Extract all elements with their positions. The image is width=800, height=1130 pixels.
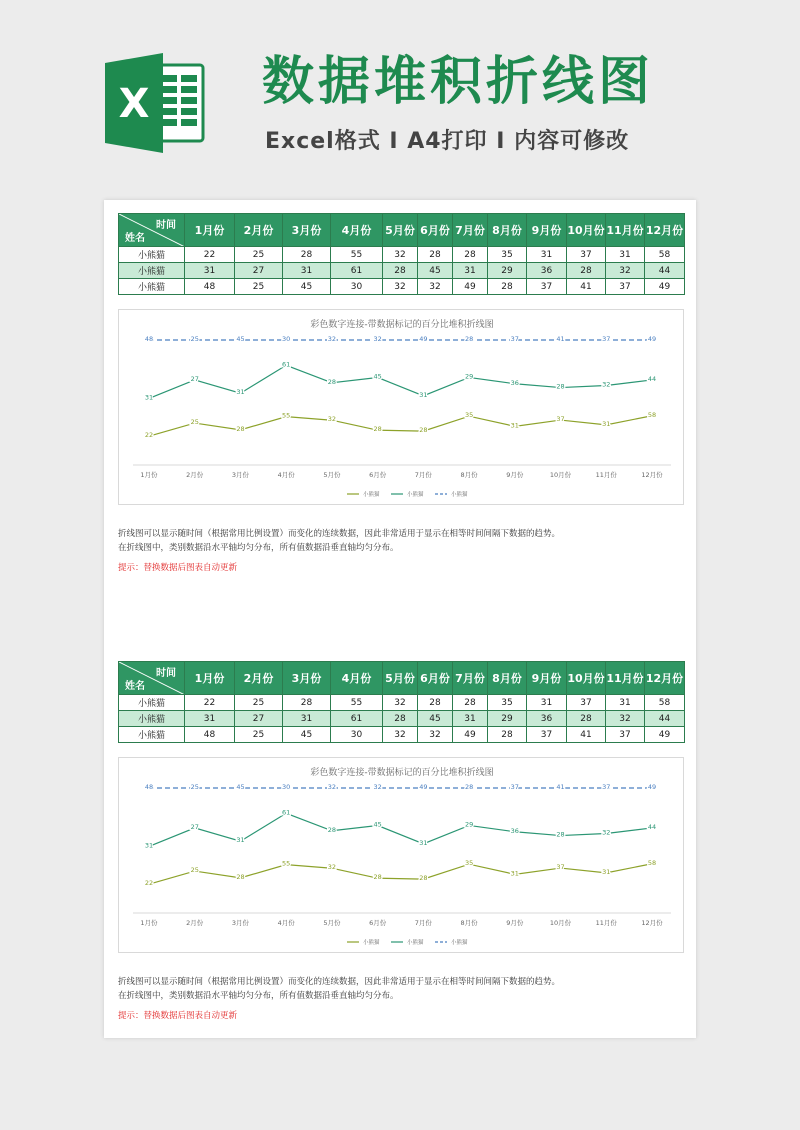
month-header: 6月份 bbox=[418, 662, 453, 695]
data-label: 30 bbox=[282, 335, 291, 343]
data-label: 31 bbox=[236, 836, 245, 845]
month-header: 2月份 bbox=[235, 662, 283, 695]
value-cell: 49 bbox=[645, 279, 685, 295]
data-label: 58 bbox=[647, 858, 657, 867]
value-cell: 37 bbox=[527, 279, 567, 295]
table-row bbox=[119, 263, 685, 279]
value-cell: 31 bbox=[185, 711, 235, 727]
data-label: 36 bbox=[510, 378, 519, 387]
value-cell: 37 bbox=[567, 247, 606, 263]
value-cell: 28 bbox=[383, 263, 418, 279]
data-label: 37 bbox=[510, 335, 519, 343]
table-row bbox=[119, 695, 685, 711]
data-label: 41 bbox=[556, 783, 565, 791]
value-cell: 44 bbox=[645, 711, 685, 727]
value-cell: 32 bbox=[383, 727, 418, 743]
month-header: 9月份 bbox=[527, 662, 567, 695]
value-cell: 27 bbox=[235, 711, 283, 727]
value-cell: 37 bbox=[606, 727, 645, 743]
data-label: 55 bbox=[282, 411, 291, 420]
chart-legend bbox=[347, 490, 468, 498]
data-label: 61 bbox=[282, 808, 291, 817]
tip-text: 提示：替换数据后图表自动更新 bbox=[118, 1011, 238, 1021]
value-cell: 36 bbox=[527, 711, 567, 727]
corner-time-label: 时间 bbox=[156, 668, 176, 679]
value-cell: 41 bbox=[567, 727, 606, 743]
value-cell: 22 bbox=[185, 247, 235, 263]
value-cell: 29 bbox=[488, 263, 527, 279]
value-cell: 32 bbox=[383, 695, 418, 711]
value-cell: 45 bbox=[418, 711, 453, 727]
legend-label: 小熊猫 bbox=[363, 940, 380, 946]
x-tick-label: 3月份 bbox=[231, 471, 250, 479]
data-label: 32 bbox=[327, 335, 337, 343]
value-cell: 41 bbox=[567, 279, 606, 295]
value-cell: 30 bbox=[331, 279, 383, 295]
data-label: 29 bbox=[464, 372, 474, 381]
value-cell: 58 bbox=[645, 247, 685, 263]
x-tick-label: 1月份 bbox=[140, 471, 158, 479]
value-cell: 37 bbox=[567, 695, 606, 711]
value-cell: 45 bbox=[418, 263, 453, 279]
data-label: 28 bbox=[419, 426, 428, 435]
data-label: 44 bbox=[647, 374, 657, 383]
data-label: 28 bbox=[464, 335, 474, 343]
data-label: 35 bbox=[464, 411, 474, 420]
month-header: 1月份 bbox=[185, 662, 235, 695]
series-line bbox=[149, 416, 652, 436]
row-name-cell: 小熊猫 bbox=[119, 247, 185, 263]
value-cell: 28 bbox=[567, 711, 606, 727]
data-label: 31 bbox=[602, 419, 611, 428]
data-label: 32 bbox=[602, 828, 611, 837]
value-cell: 31 bbox=[527, 695, 567, 711]
legend-label: 小熊猫 bbox=[451, 492, 468, 498]
value-cell: 49 bbox=[645, 727, 685, 743]
value-cell: 27 bbox=[235, 263, 283, 279]
month-header: 4月份 bbox=[331, 662, 383, 695]
month-header: 1月份 bbox=[185, 214, 235, 247]
data-label: 37 bbox=[556, 415, 565, 424]
series-line bbox=[149, 813, 652, 846]
data-label: 49 bbox=[419, 783, 428, 791]
value-cell: 48 bbox=[185, 279, 235, 295]
value-cell: 25 bbox=[235, 279, 283, 295]
value-cell: 31 bbox=[527, 247, 567, 263]
month-header: 11月份 bbox=[606, 214, 645, 247]
month-header: 10月份 bbox=[567, 214, 606, 247]
data-label: 31 bbox=[602, 867, 611, 876]
corner-header bbox=[119, 214, 185, 247]
data-label: 35 bbox=[464, 859, 474, 868]
data-label: 28 bbox=[373, 873, 382, 882]
month-header: 5月份 bbox=[383, 214, 418, 247]
logo-letter: X bbox=[118, 81, 150, 127]
series-line bbox=[149, 864, 652, 884]
legend-label: 小熊猫 bbox=[407, 492, 424, 498]
data-label: 61 bbox=[282, 360, 291, 369]
corner-name-label: 姓名 bbox=[125, 233, 145, 244]
data-label: 45 bbox=[236, 783, 245, 791]
data-label: 44 bbox=[647, 822, 657, 831]
data-label: 25 bbox=[190, 866, 199, 875]
data-label: 49 bbox=[647, 335, 657, 343]
data-label: 22 bbox=[144, 431, 154, 440]
data-label: 45 bbox=[236, 335, 245, 343]
description-line-1: 折线图可以显示随时间（根据常用比例设置）而变化的连续数据，因此非常适用于显示在相等时间间隔下数据的趋势。 bbox=[118, 529, 561, 539]
data-label: 37 bbox=[602, 783, 611, 791]
month-header: 8月份 bbox=[488, 662, 527, 695]
x-tick-label: 10月份 bbox=[549, 919, 572, 927]
value-cell: 31 bbox=[606, 247, 645, 263]
table-row bbox=[119, 247, 685, 263]
x-tick-label: 5月份 bbox=[323, 471, 341, 479]
value-cell: 32 bbox=[383, 279, 418, 295]
data-label: 45 bbox=[373, 820, 382, 829]
data-label: 36 bbox=[510, 826, 519, 835]
value-cell: 28 bbox=[283, 695, 331, 711]
x-tick-label: 4月份 bbox=[277, 919, 295, 927]
row-name-cell: 小熊猫 bbox=[119, 727, 185, 743]
data-label: 28 bbox=[556, 382, 565, 391]
value-cell: 28 bbox=[567, 263, 606, 279]
value-cell: 32 bbox=[606, 711, 645, 727]
data-label: 37 bbox=[510, 783, 519, 791]
month-header: 12月份 bbox=[645, 214, 685, 247]
data-label: 31 bbox=[419, 838, 428, 847]
month-header: 5月份 bbox=[383, 662, 418, 695]
data-label: 32 bbox=[327, 863, 337, 872]
x-tick-label: 2月份 bbox=[186, 919, 204, 927]
page-title: 数据堆积折线图 bbox=[262, 52, 655, 112]
value-cell: 28 bbox=[418, 247, 453, 263]
value-cell: 28 bbox=[453, 695, 488, 711]
x-tick-label: 9月份 bbox=[506, 919, 524, 927]
value-cell: 35 bbox=[488, 695, 527, 711]
x-tick-label: 11月份 bbox=[595, 471, 617, 479]
data-label: 27 bbox=[190, 374, 199, 383]
x-tick-label: 10月份 bbox=[549, 471, 572, 479]
x-tick-label: 7月份 bbox=[414, 919, 432, 927]
data-label: 48 bbox=[144, 335, 154, 343]
data-label: 31 bbox=[419, 390, 428, 399]
data-label: 58 bbox=[647, 410, 657, 419]
month-header: 3月份 bbox=[283, 662, 331, 695]
table-row bbox=[119, 727, 685, 743]
month-header: 2月份 bbox=[235, 214, 283, 247]
month-header: 10月份 bbox=[567, 662, 606, 695]
x-tick-label: 12月份 bbox=[641, 919, 663, 927]
page-subtitle: Excel格式 I A4打印 I 内容可修改 bbox=[265, 129, 630, 154]
data-label: 45 bbox=[373, 372, 382, 381]
data-label: 30 bbox=[282, 783, 291, 791]
value-cell: 30 bbox=[331, 727, 383, 743]
month-header: 9月份 bbox=[527, 214, 567, 247]
x-tick-label: 7月份 bbox=[414, 471, 432, 479]
month-header: 7月份 bbox=[453, 214, 488, 247]
data-label: 32 bbox=[327, 783, 337, 791]
table-header-row bbox=[119, 214, 685, 247]
value-cell: 25 bbox=[235, 727, 283, 743]
value-cell: 32 bbox=[606, 263, 645, 279]
value-cell: 45 bbox=[283, 727, 331, 743]
data-label: 31 bbox=[144, 841, 154, 850]
data-label: 28 bbox=[327, 825, 337, 834]
value-cell: 28 bbox=[488, 727, 527, 743]
chart-title: 彩色数字连接-带数据标记的百分比堆积折线图 bbox=[310, 768, 494, 778]
value-cell: 32 bbox=[383, 247, 418, 263]
value-cell: 49 bbox=[453, 279, 488, 295]
value-cell: 31 bbox=[185, 263, 235, 279]
description bbox=[118, 527, 684, 555]
value-cell: 28 bbox=[283, 247, 331, 263]
section-2 bbox=[118, 661, 684, 1022]
month-header: 4月份 bbox=[331, 214, 383, 247]
month-header: 7月份 bbox=[453, 662, 488, 695]
x-tick-label: 6月份 bbox=[369, 919, 387, 927]
legend-label: 小熊猫 bbox=[363, 492, 380, 498]
data-label: 48 bbox=[144, 783, 154, 791]
data-label: 31 bbox=[144, 393, 154, 402]
value-cell: 32 bbox=[418, 727, 453, 743]
data-label: 28 bbox=[236, 872, 245, 881]
data-label: 49 bbox=[647, 783, 657, 791]
x-tick-label: 8月份 bbox=[460, 919, 478, 927]
corner-header bbox=[119, 662, 185, 695]
value-cell: 49 bbox=[453, 727, 488, 743]
description bbox=[118, 975, 684, 1003]
data-label: 27 bbox=[190, 822, 199, 831]
data-label: 32 bbox=[327, 415, 337, 424]
x-tick-label: 1月份 bbox=[140, 919, 158, 927]
value-cell: 31 bbox=[283, 263, 331, 279]
table-row bbox=[119, 711, 685, 727]
x-tick-label: 4月份 bbox=[277, 471, 295, 479]
value-cell: 55 bbox=[331, 695, 383, 711]
document-page bbox=[104, 200, 696, 1038]
value-cell: 28 bbox=[453, 247, 488, 263]
value-cell: 31 bbox=[606, 695, 645, 711]
data-label: 32 bbox=[373, 783, 382, 791]
description-line-2: 在折线图中，类别数据沿水平轴均匀分布，所有值数据沿垂直轴均匀分布。 bbox=[118, 543, 399, 553]
month-header: 8月份 bbox=[488, 214, 527, 247]
value-cell: 31 bbox=[453, 711, 488, 727]
value-cell: 61 bbox=[331, 711, 383, 727]
month-header: 6月份 bbox=[418, 214, 453, 247]
description-line-1: 折线图可以显示随时间（根据常用比例设置）而变化的连续数据，因此非常适用于显示在相等时间间隔下数据的趋势。 bbox=[118, 977, 561, 987]
value-cell: 25 bbox=[235, 695, 283, 711]
data-table bbox=[118, 213, 685, 295]
value-cell: 32 bbox=[418, 279, 453, 295]
section-1 bbox=[118, 213, 684, 574]
value-cell: 36 bbox=[527, 263, 567, 279]
x-tick-label: 8月份 bbox=[460, 471, 478, 479]
value-cell: 37 bbox=[606, 279, 645, 295]
value-cell: 45 bbox=[283, 279, 331, 295]
line-chart bbox=[118, 757, 684, 953]
data-label: 31 bbox=[510, 421, 519, 430]
value-cell: 37 bbox=[527, 727, 567, 743]
data-table bbox=[118, 661, 685, 743]
row-name-cell: 小熊猫 bbox=[119, 695, 185, 711]
data-label: 28 bbox=[373, 425, 382, 434]
row-name-cell: 小熊猫 bbox=[119, 711, 185, 727]
value-cell: 44 bbox=[645, 263, 685, 279]
tip-text: 提示：替换数据后图表自动更新 bbox=[118, 563, 238, 573]
row-name-cell: 小熊猫 bbox=[119, 279, 185, 295]
value-cell: 48 bbox=[185, 727, 235, 743]
value-cell: 31 bbox=[283, 711, 331, 727]
data-label: 28 bbox=[327, 377, 337, 386]
chart-svg bbox=[119, 758, 685, 954]
data-label: 29 bbox=[464, 820, 474, 829]
value-cell: 28 bbox=[488, 279, 527, 295]
x-tick-label: 3月份 bbox=[231, 919, 250, 927]
data-label: 31 bbox=[236, 388, 245, 397]
row-name-cell: 小熊猫 bbox=[119, 263, 185, 279]
x-tick-label: 12月份 bbox=[641, 471, 663, 479]
legend-label: 小熊猫 bbox=[451, 940, 468, 946]
data-label: 55 bbox=[282, 859, 291, 868]
data-label: 28 bbox=[236, 424, 245, 433]
value-cell: 29 bbox=[488, 711, 527, 727]
corner-name-label: 姓名 bbox=[125, 681, 145, 692]
data-label: 49 bbox=[419, 335, 428, 343]
table-header-row bbox=[119, 662, 685, 695]
series-line bbox=[149, 365, 652, 398]
legend-label: 小熊猫 bbox=[407, 940, 424, 946]
data-label: 25 bbox=[190, 335, 199, 343]
data-label: 37 bbox=[556, 863, 565, 872]
data-label: 41 bbox=[556, 335, 565, 343]
data-label: 31 bbox=[510, 869, 519, 878]
data-label: 28 bbox=[556, 830, 565, 839]
x-tick-label: 11月份 bbox=[595, 919, 617, 927]
data-label: 32 bbox=[373, 335, 382, 343]
x-tick-label: 6月份 bbox=[369, 471, 387, 479]
data-label: 28 bbox=[419, 874, 428, 883]
value-cell: 61 bbox=[331, 263, 383, 279]
value-cell: 25 bbox=[235, 247, 283, 263]
excel-logo bbox=[103, 53, 207, 153]
chart-legend bbox=[347, 938, 468, 946]
data-label: 28 bbox=[464, 783, 474, 791]
data-label: 25 bbox=[190, 418, 199, 427]
data-label: 37 bbox=[602, 335, 611, 343]
corner-time-label: 时间 bbox=[156, 220, 176, 231]
x-tick-label: 9月份 bbox=[506, 471, 524, 479]
chart-svg bbox=[119, 310, 685, 506]
description-line-2: 在折线图中，类别数据沿水平轴均匀分布，所有值数据沿垂直轴均匀分布。 bbox=[118, 991, 399, 1001]
value-cell: 31 bbox=[453, 263, 488, 279]
data-label: 25 bbox=[190, 783, 199, 791]
month-header: 3月份 bbox=[283, 214, 331, 247]
data-label: 32 bbox=[602, 380, 611, 389]
x-tick-label: 5月份 bbox=[323, 919, 341, 927]
value-cell: 58 bbox=[645, 695, 685, 711]
value-cell: 28 bbox=[418, 695, 453, 711]
month-header: 11月份 bbox=[606, 662, 645, 695]
line-chart bbox=[118, 309, 684, 505]
value-cell: 22 bbox=[185, 695, 235, 711]
chart-title: 彩色数字连接-带数据标记的百分比堆积折线图 bbox=[310, 320, 494, 330]
value-cell: 35 bbox=[488, 247, 527, 263]
month-header: 12月份 bbox=[645, 662, 685, 695]
data-label: 22 bbox=[144, 879, 154, 888]
x-tick-label: 2月份 bbox=[186, 471, 204, 479]
table-row bbox=[119, 279, 685, 295]
value-cell: 55 bbox=[331, 247, 383, 263]
value-cell: 28 bbox=[383, 711, 418, 727]
